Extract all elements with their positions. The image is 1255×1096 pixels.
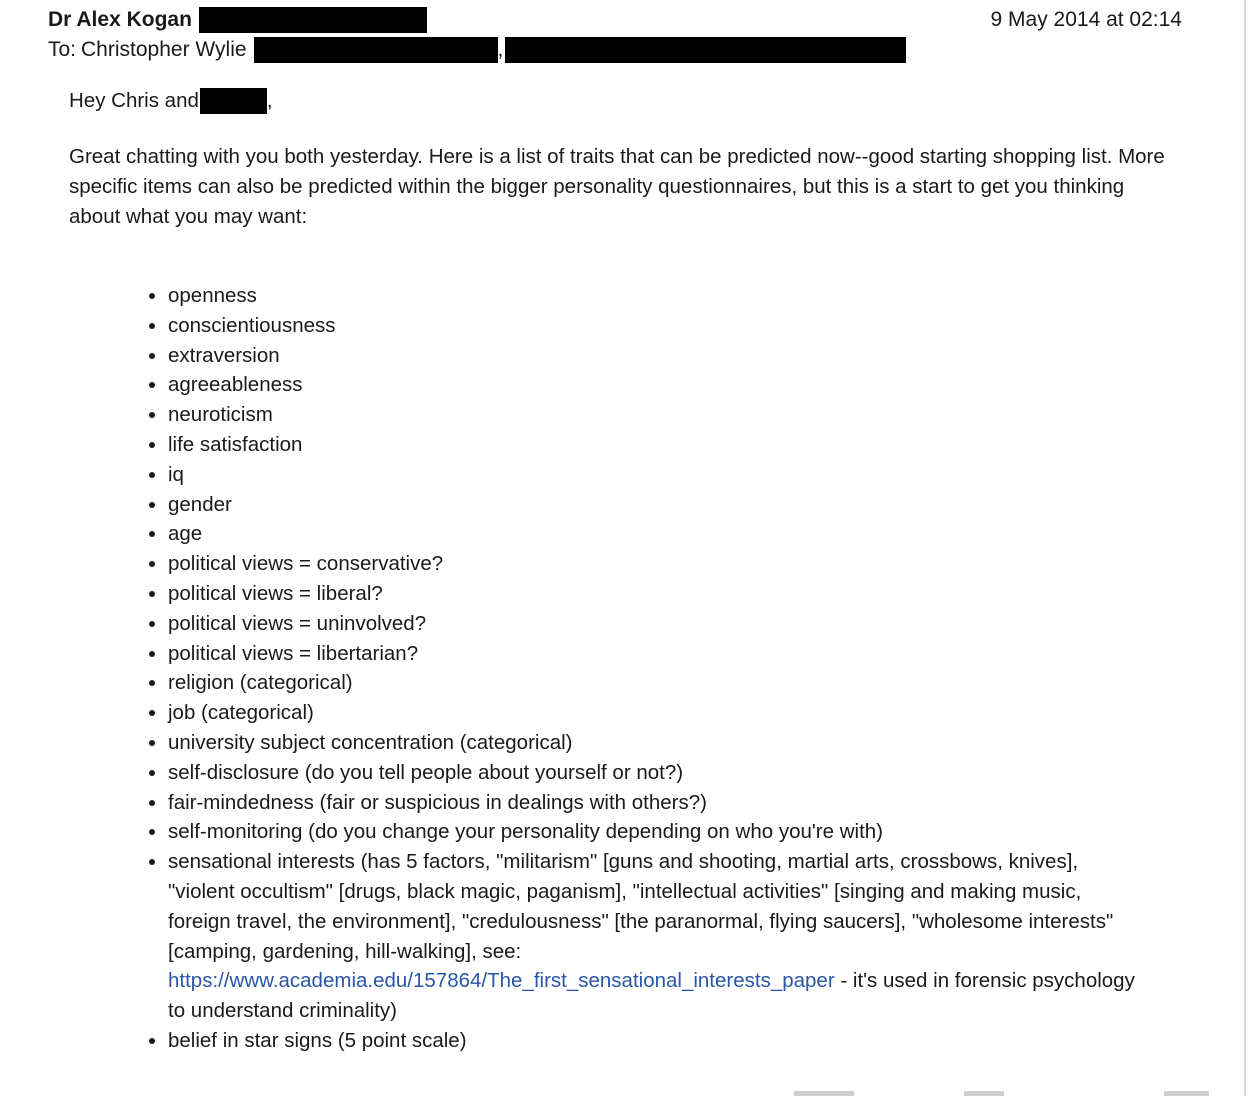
trait-text: conscientiousness [168,313,336,337]
trait-text: age [168,522,203,546]
bullet [149,859,155,865]
greeting-comma: , [266,89,273,112]
trait-text: self-monitoring (do you change your personality depending on who you're with) [168,820,883,844]
bullet [149,800,155,806]
greeting [69,86,1179,116]
redaction-recipient-email [254,37,498,63]
bullet [149,561,155,567]
bullet [149,680,155,686]
to-line [48,36,906,64]
list-item [146,341,1179,371]
list-item [146,400,1179,430]
trait-text: political views = uninvolved? [168,611,427,635]
bullet [149,293,155,299]
bullet [149,651,155,657]
bullet [149,502,155,508]
trait-text: extraversion [168,343,280,367]
bullet [149,442,155,448]
bullet [149,1038,155,1044]
bullet [149,591,155,597]
trait-text: neuroticism [168,403,273,427]
message-body [69,86,1179,1056]
trait-text: political views = conservative? [168,552,444,576]
redaction-second-recipient [505,37,906,63]
bullet [149,621,155,627]
recipient-separator: , [497,38,504,61]
redaction-name [200,88,267,114]
trait-text: sensational interests (has 5 factors, "militarism" [guns and shooting, martial arts, crossbows, knives], "violent occultism" [drugs, black magic, paganism], "intellectual activities" [singing and making music, foreign travel, the environment], "credulousness" [the paranormal, flying saucers], "wholesome interests" [camping, gardening, hill-walking], see: [168,850,1114,963]
list-item [146,758,1179,788]
redaction-sender-email [199,7,427,33]
list-item [146,609,1179,639]
trait-text: political views = liberal? [168,581,383,605]
list-item [146,668,1179,698]
list-item [146,460,1179,490]
list-item [146,579,1179,609]
list-item [146,1026,1179,1056]
trait-text: university subject concentration (categorical) [168,730,573,754]
sensational-interests-link[interactable]: https://www.academia.edu/157864/The_first_sensational_interests_paper [168,969,835,993]
list-item [146,817,1179,847]
list-item [146,847,1179,1026]
list-item [146,698,1179,728]
trait-text: political views = libertarian? [168,641,419,665]
list-item [146,370,1179,400]
trait-text: agreeableness [168,373,303,397]
bullet [149,472,155,478]
bullet [149,829,155,835]
list-item [146,430,1179,460]
trait-text: gender [168,492,232,516]
list-item [146,728,1179,758]
trait-text: fair-mindedness (fair or suspicious in dealings with others?) [168,790,707,814]
bullet [149,770,155,776]
bullet [149,412,155,418]
list-item [146,311,1179,341]
trait-text: openness [168,284,257,307]
traits-list [69,281,1179,1056]
greeting-text: Hey Chris and [69,89,199,112]
recipient-name[interactable]: Christopher Wylie [81,38,247,61]
list-item [146,788,1179,818]
trait-text: job (categorical) [168,701,314,725]
trait-text: self-disclosure (do you tell people about yourself or not?) [168,760,684,784]
trait-text: iq [168,462,184,486]
bullet [149,353,155,359]
trait-text: religion (categorical) [168,671,353,695]
list-item [146,490,1179,520]
cropped-footer-marks [794,1088,1214,1096]
bullet [149,382,155,388]
list-item [146,519,1179,549]
trait-text: belief in star signs (5 point scale) [168,1028,467,1052]
list-item [146,281,1179,311]
bullet [149,323,155,329]
list-item [146,549,1179,579]
sender-name[interactable]: Dr Alex Kogan [48,8,192,31]
list-item [146,639,1179,669]
intro-paragraph: Great chatting with you both yesterday. Here is a list of traits that can be predicted now--good starting shopping list. More specific items can also be predicted within the bigger personality questionnaires, but this is a start to get you thinking about what you may want: [69,145,1165,228]
bullet [149,740,155,746]
trait-text: life satisfaction [168,432,303,456]
bullet [149,710,155,716]
bullet [149,531,155,537]
message-date: 9 May 2014 at 02:14 [990,8,1182,31]
trait-text-continued: - it's used in forensic psychology to understand criminality) [168,969,1135,1023]
from-line [48,6,427,34]
to-prefix: To: [48,38,77,61]
